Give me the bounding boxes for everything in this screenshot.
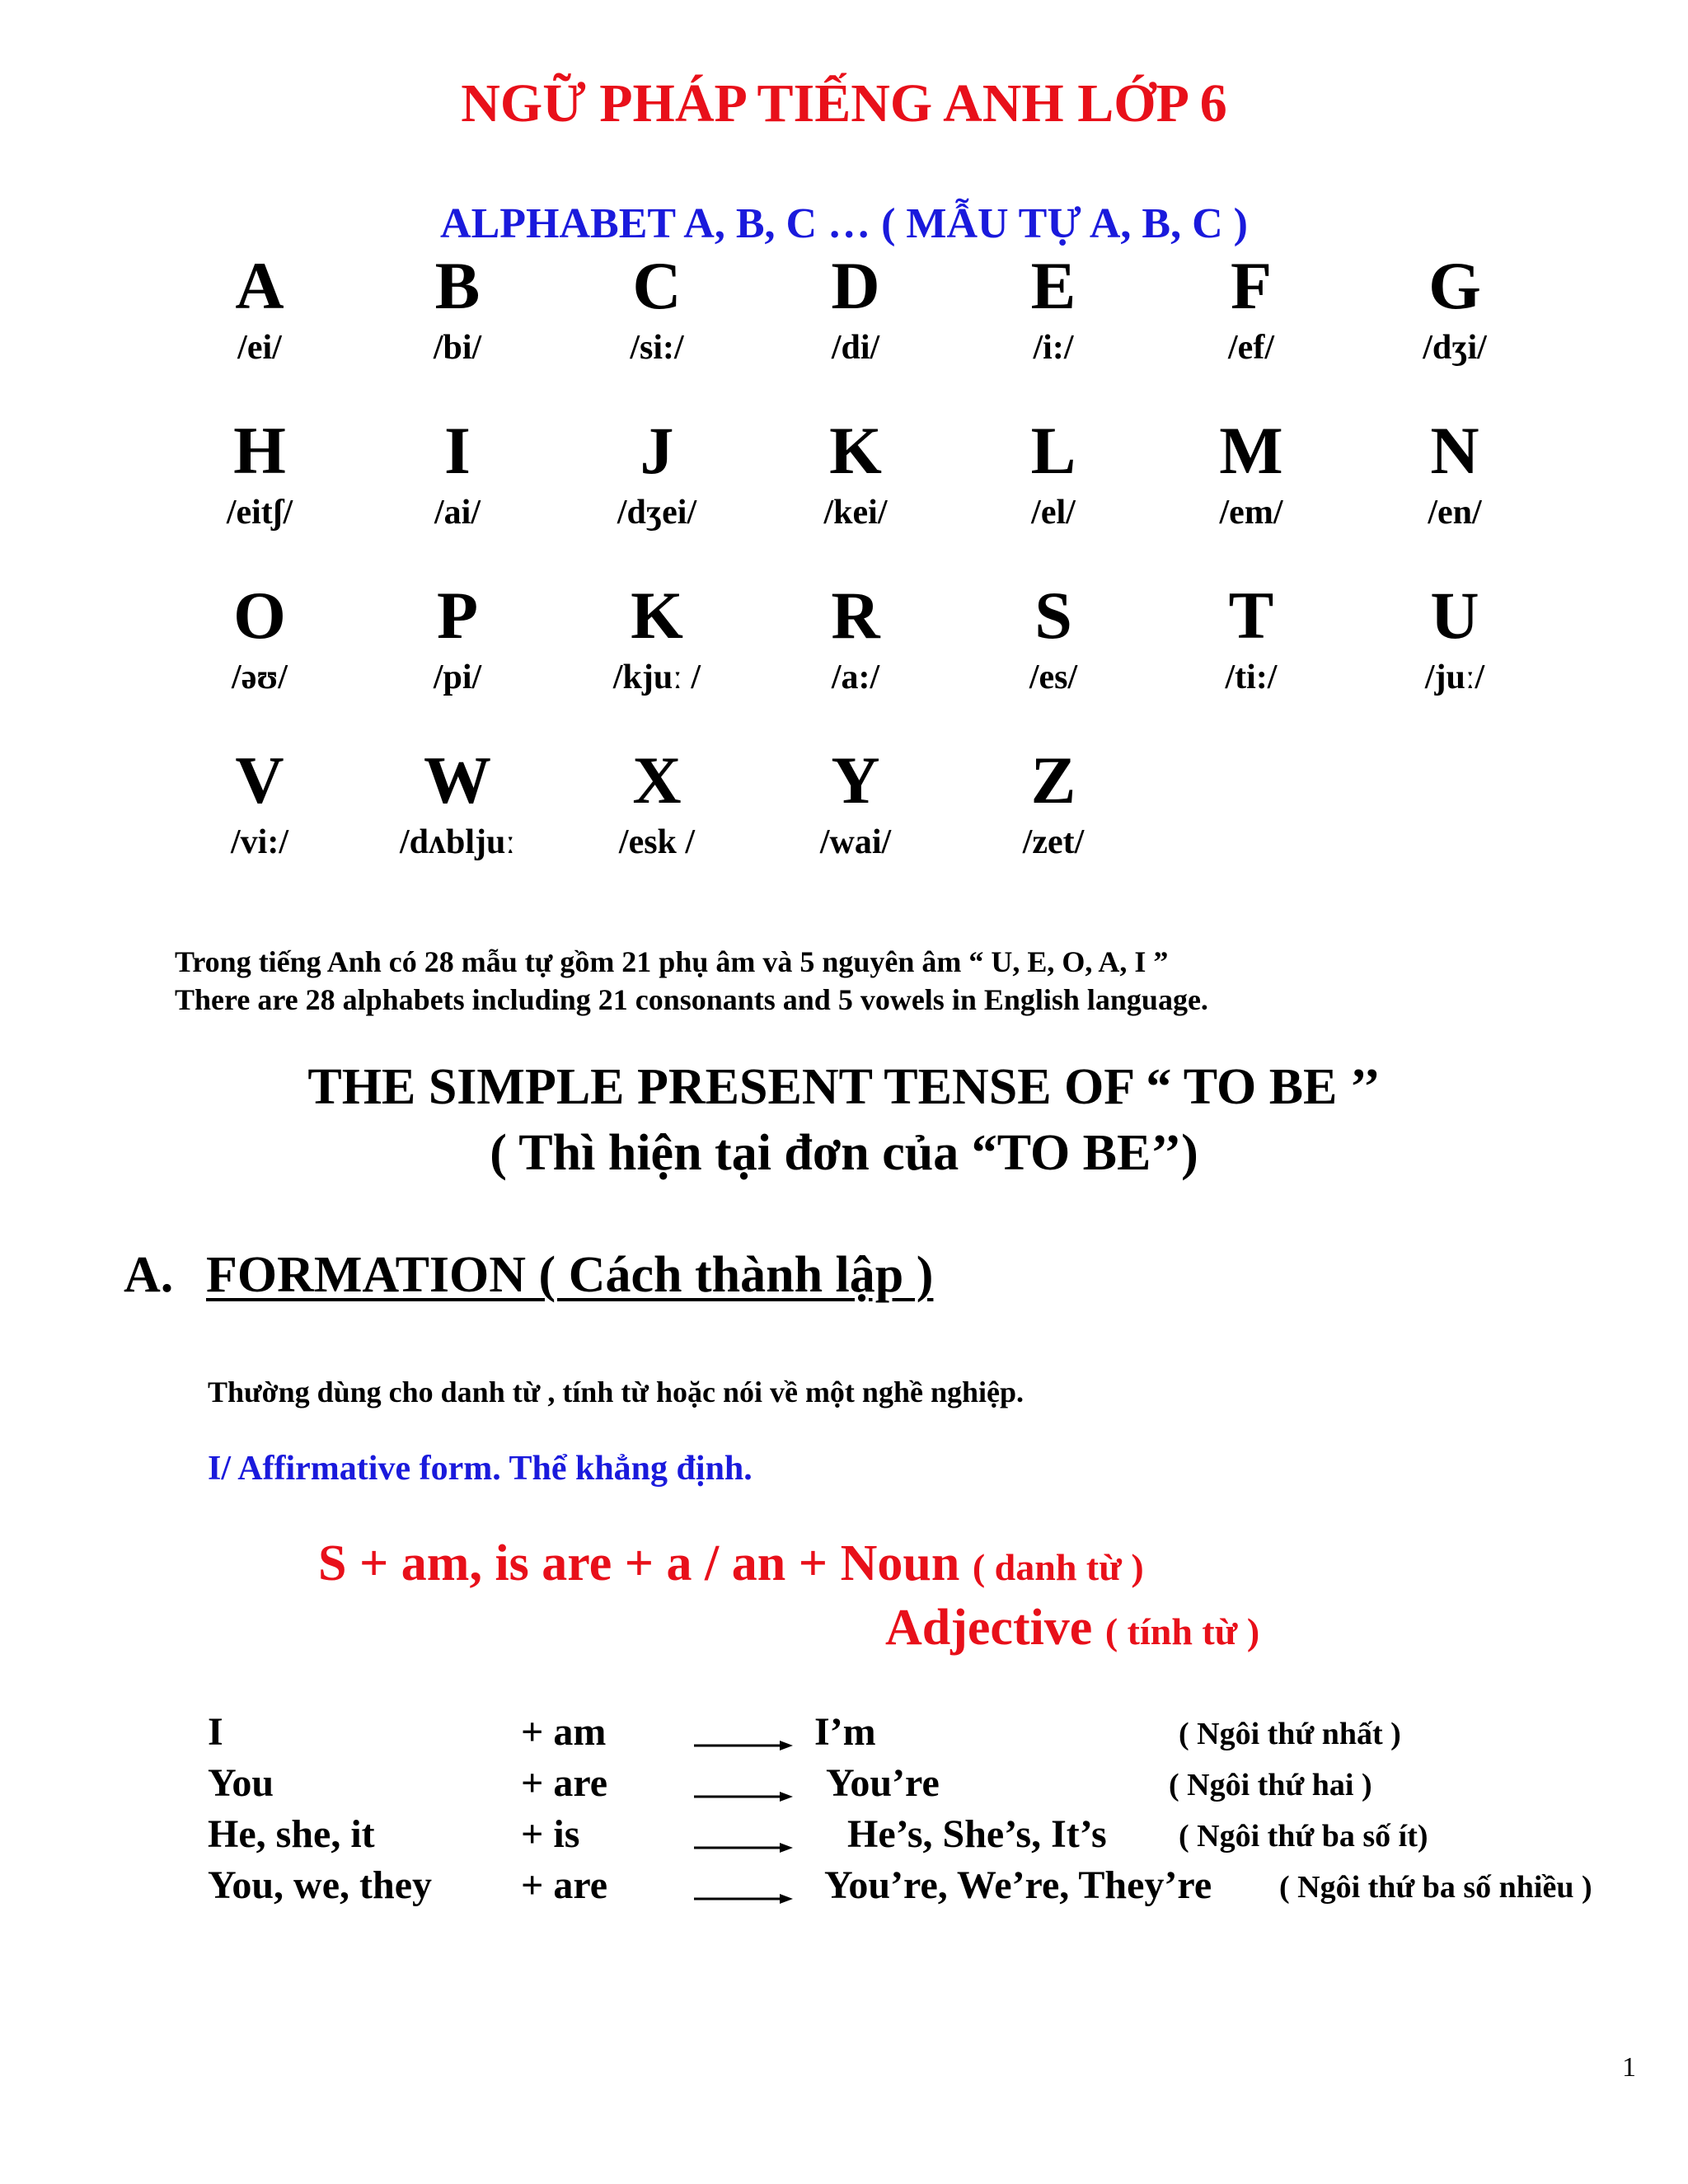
alphabet-ipa: /wai/ [819, 823, 892, 861]
alphabet-ipa: /em/ [1219, 494, 1283, 532]
conjugation-verb: + are [521, 1863, 608, 1907]
usage-note: Thường dùng cho danh từ , tính từ hoặc nói về một nghề nghiệp. [208, 1376, 1024, 1408]
alphabet-ipa: /kei/ [823, 494, 888, 532]
alphabet-letter: W [424, 743, 491, 818]
conjugation-result: He’s, She’s, It’s [847, 1812, 1107, 1856]
alphabet-ipa: /el/ [1031, 494, 1076, 532]
alphabet-letter: P [436, 578, 479, 653]
alphabet-ipa: /juː/ [1424, 658, 1485, 696]
formula-adjective: Adjective [885, 1600, 1093, 1656]
alphabet-ipa: /ef/ [1228, 329, 1274, 367]
arrow-right-icon [694, 1737, 793, 1754]
alphabet-ipa: /si:/ [630, 329, 684, 367]
alphabet-letter: H [233, 413, 286, 488]
conjugation-gloss: ( Ngôi thứ nhất ) [1179, 1717, 1401, 1751]
alphabet-letter: F [1230, 248, 1273, 323]
alphabet-letter: Y [831, 743, 880, 818]
page-number: 1 [1622, 2052, 1636, 2083]
alphabet-letter: Z [1030, 743, 1076, 818]
alphabet-ipa: /dʒi/ [1423, 329, 1487, 367]
alphabet-letter: T [1228, 578, 1274, 653]
alphabet-heading: ALPHABET A, B, C … ( MẪU TỰ A, B, C ) [440, 200, 1248, 247]
alphabet-ipa: /esk / [618, 823, 696, 861]
formula-main: S + am, is are + a / an + Noun [318, 1535, 960, 1591]
alphabet-ipa: /ei/ [237, 329, 282, 367]
conjugation-verb: + am [521, 1710, 607, 1754]
formula-adjective-line [885, 1599, 1259, 1657]
conjugation-gloss: ( Ngôi thứ hai ) [1169, 1768, 1372, 1802]
alphabet-note-english: There are 28 alphabets including 21 consonants and 5 vowels in English language. [175, 983, 1208, 1016]
alphabet-letter: R [831, 578, 880, 653]
alphabet-letter: X [632, 743, 682, 818]
alphabet-ipa: /en/ [1428, 494, 1482, 532]
conjugation-result: I’m [814, 1710, 876, 1754]
alphabet-ipa: /dʒei/ [617, 494, 697, 532]
alphabet-ipa: /pi/ [433, 658, 482, 696]
noun-gloss: ( danh từ ) [972, 1546, 1144, 1588]
conjugation-subject: You [208, 1761, 274, 1805]
conjugation-subject: He, she, it [208, 1812, 375, 1856]
alphabet-ipa: /ti:/ [1225, 658, 1278, 696]
alphabet-ipa: /əʊ/ [232, 658, 288, 696]
conjugation-result: You’re, We’re, They’re [824, 1863, 1212, 1907]
conjugation-gloss: ( Ngôi thứ ba số nhiều ) [1279, 1870, 1592, 1905]
alphabet-letter: B [434, 248, 481, 323]
alphabet-letter: E [1030, 248, 1076, 323]
alphabet-letter: G [1428, 248, 1481, 323]
tense-subtitle: ( Thì hiện tại đơn của “TO BE’’) [490, 1125, 1198, 1181]
conjugation-gloss: ( Ngôi thứ ba số ít) [1179, 1819, 1428, 1854]
page-title: NGỮ PHÁP TIẾNG ANH LỚP 6 [461, 73, 1227, 134]
alphabet-letter: I [444, 413, 471, 488]
alphabet-letter: A [235, 248, 284, 323]
alphabet-letter: O [233, 578, 286, 653]
affirmative-heading: I/ Affirmative form. Thể khẳng định. [208, 1450, 753, 1488]
alphabet-ipa: /ai/ [434, 494, 481, 532]
alphabet-ipa: /zet/ [1022, 823, 1085, 861]
alphabet-letter: L [1030, 413, 1076, 488]
alphabet-ipa: /dʌbljuː [399, 823, 516, 861]
alphabet-letter: M [1219, 413, 1283, 488]
alphabet-letter: J [640, 413, 674, 488]
alphabet-letter: N [1430, 413, 1479, 488]
alphabet-ipa: /eitʃ/ [226, 494, 293, 532]
alphabet-ipa: /kjuː / [612, 658, 701, 696]
alphabet-ipa: /bi/ [433, 329, 482, 367]
adjective-gloss: ( tính từ ) [1104, 1610, 1260, 1652]
conjugation-subject: You, we, they [208, 1863, 432, 1907]
tense-title: THE SIMPLE PRESENT TENSE OF “ TO BE ’’ [307, 1059, 1381, 1115]
arrow-right-icon [694, 1891, 793, 1907]
arrow-right-icon [694, 1788, 793, 1805]
alphabet-ipa: /vi:/ [231, 823, 288, 861]
alphabet-ipa: /di/ [831, 329, 880, 367]
alphabet-letter: K [829, 413, 882, 488]
alphabet-letter: C [632, 248, 682, 323]
alphabet-letter: U [1430, 578, 1479, 653]
alphabet-ipa: /a:/ [831, 658, 880, 696]
conjugation-result: You’re [826, 1761, 940, 1805]
alphabet-letter: V [235, 743, 284, 818]
alphabet-ipa: /es/ [1029, 658, 1078, 696]
formula-line [318, 1535, 1144, 1593]
section-title: FORMATION ( Cách thành lập ) [206, 1247, 934, 1303]
alphabet-letter: D [831, 248, 880, 323]
alphabet-ipa: /i:/ [1033, 329, 1074, 367]
conjugation-subject: I [208, 1710, 223, 1754]
alphabet-letter: S [1034, 578, 1072, 653]
arrow-right-icon [694, 1840, 793, 1856]
alphabet-letter: K [631, 578, 683, 653]
alphabet-note-vietnamese: Trong tiếng Anh có 28 mẫu tự gồm 21 phụ âm và 5 nguyên âm “ U, E, O, A, I ” [175, 945, 1169, 978]
conjugation-verb: + are [521, 1761, 608, 1805]
conjugation-verb: + is [521, 1812, 580, 1856]
section-letter: A. [124, 1247, 174, 1303]
